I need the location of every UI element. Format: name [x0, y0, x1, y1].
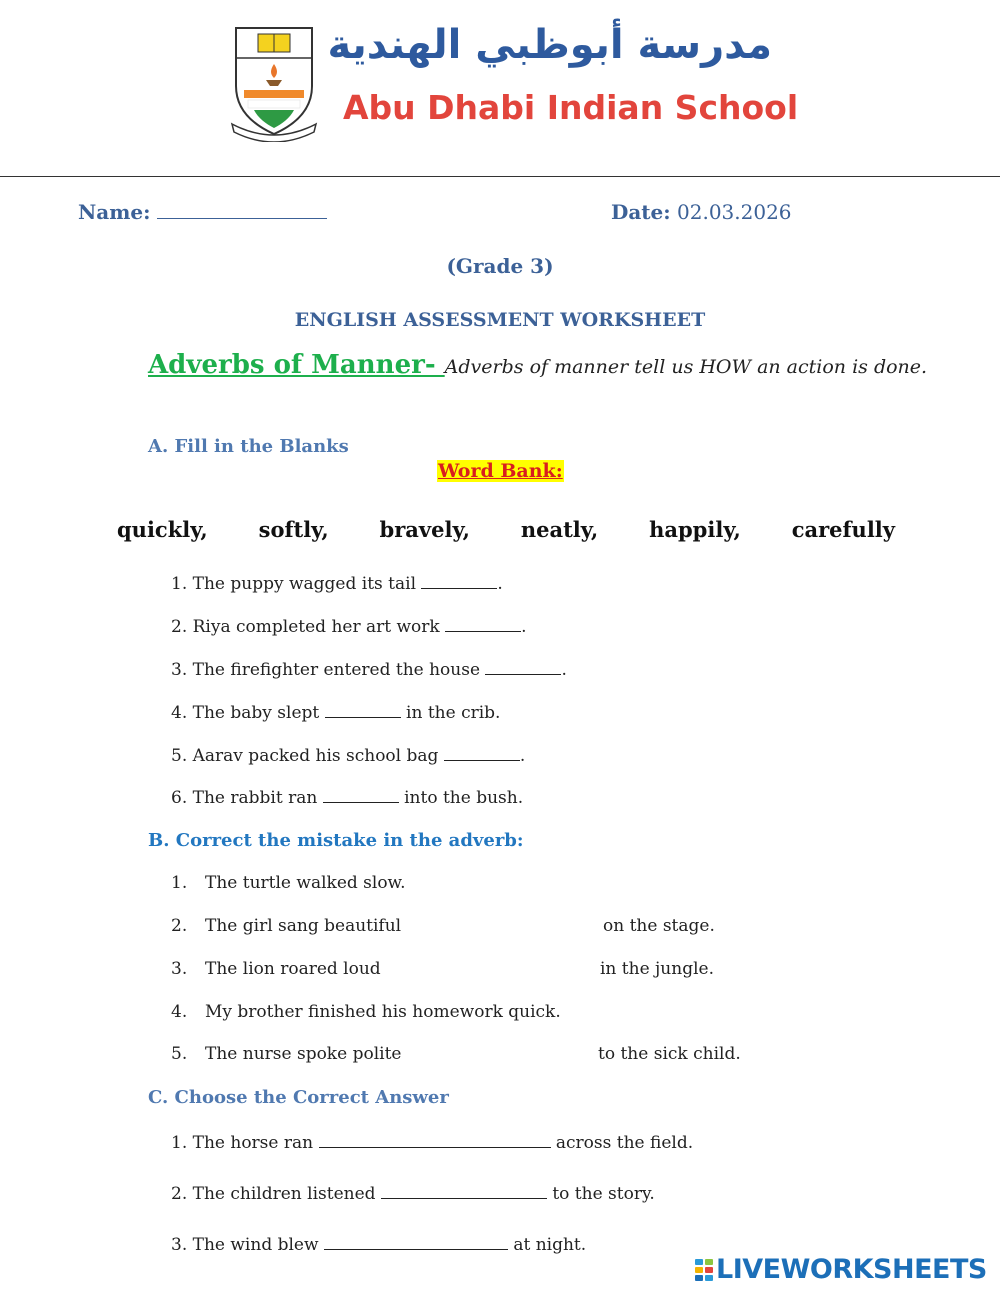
- question-a4: [171, 703, 500, 723]
- question-a1: [171, 574, 503, 594]
- date-label: Date:: [611, 200, 671, 224]
- section-c-title: C. Choose the Correct Answer: [148, 1087, 449, 1108]
- question-b5-text: The nurse spoke polite: [205, 1044, 402, 1064]
- question-text: 6. The rabbit ran: [171, 788, 323, 808]
- question-b5-number: 5.: [171, 1044, 188, 1064]
- liveworksheets-brand: LIVEWORKSHEETS: [716, 1254, 987, 1285]
- worksheet-title: ENGLISH ASSESSMENT WORKSHEET: [294, 309, 706, 331]
- answer-dropdown[interactable]: [319, 1133, 551, 1148]
- question-b2-tail: on the stage.: [603, 916, 715, 936]
- answer-dropdown[interactable]: [381, 1184, 547, 1199]
- question-text: .: [519, 746, 526, 766]
- question-text: to the story.: [546, 1184, 655, 1204]
- question-b3-tail: in the jungle.: [600, 959, 714, 979]
- question-a6: [171, 788, 523, 808]
- word-bank-item: carefully: [791, 517, 895, 542]
- question-text: in the crib.: [400, 703, 501, 723]
- question-b4-number: 4.: [171, 1002, 188, 1022]
- word-bank-item: neatly,: [520, 517, 599, 542]
- question-b3-number: 3.: [171, 959, 188, 979]
- answer-blank[interactable]: [323, 788, 399, 803]
- question-b2-number: 2.: [171, 916, 188, 936]
- topic-heading: Adverbs of Manner-: [148, 350, 445, 380]
- question-b1-number: 1.: [171, 873, 188, 893]
- answer-field[interactable]: [380, 955, 592, 979]
- name-blank[interactable]: [157, 200, 327, 219]
- question-text: across the field.: [550, 1133, 694, 1153]
- question-text: .: [521, 617, 527, 637]
- question-b3-text: The lion roared loud: [205, 959, 381, 979]
- question-b2-text: The girl sang beautiful: [205, 916, 402, 936]
- question-c3: [171, 1235, 586, 1255]
- topic-row: [148, 350, 927, 380]
- school-name-arabic: مدرسة أبوظبي الهندية: [327, 22, 772, 68]
- question-a3: [171, 660, 567, 680]
- section-a-title: A. Fill in the Blanks: [148, 436, 349, 457]
- question-c1: [171, 1133, 693, 1153]
- date-field: [611, 200, 792, 224]
- answer-field[interactable]: [395, 912, 595, 936]
- question-c2: [171, 1184, 655, 1204]
- grade-label: (Grade 3): [446, 254, 554, 278]
- question-a2: [171, 617, 527, 637]
- question-text: 1. The horse ran: [171, 1133, 319, 1153]
- question-text: 3. The wind blew: [171, 1235, 324, 1255]
- question-b1-text: The turtle walked slow.: [205, 873, 406, 893]
- question-b4-text: My brother finished his homework quick.: [205, 1002, 561, 1022]
- liveworksheets-icon: [694, 1258, 714, 1282]
- answer-blank[interactable]: [325, 703, 401, 718]
- question-text: into the bush.: [398, 788, 524, 808]
- liveworksheets-logo: [694, 1254, 987, 1285]
- date-value: 02.03.2026: [677, 200, 792, 224]
- question-b5-tail: to the sick child.: [598, 1044, 741, 1064]
- answer-blank[interactable]: [444, 746, 520, 761]
- question-text: 2. Riya completed her art work: [171, 617, 446, 637]
- name-field: [78, 200, 327, 224]
- answer-blank[interactable]: [445, 617, 521, 632]
- answer-field[interactable]: [400, 1040, 590, 1064]
- answer-blank[interactable]: [485, 660, 561, 675]
- answer-dropdown[interactable]: [324, 1235, 508, 1250]
- section-b-title: B. Correct the mistake in the adverb:: [148, 830, 524, 851]
- word-bank-item: bravely,: [379, 517, 470, 542]
- question-text: at night.: [507, 1235, 587, 1255]
- question-text: 5. Aarav packed his school bag: [171, 746, 444, 766]
- school-crest-logo: [230, 24, 318, 142]
- header-divider: [0, 176, 1000, 177]
- question-text: .: [497, 574, 503, 594]
- answer-blank[interactable]: [421, 574, 497, 589]
- question-text: 4. The baby slept: [171, 703, 325, 723]
- school-name: Abu Dhabi Indian School: [343, 88, 799, 127]
- word-bank-item: happily,: [649, 517, 741, 542]
- word-bank-item: softly,: [258, 517, 329, 542]
- topic-definition: Adverbs of manner tell us HOW an action is done.: [444, 356, 928, 378]
- question-a5: [171, 746, 525, 766]
- question-text: 2. The children listened: [171, 1184, 381, 1204]
- word-bank: [117, 517, 895, 542]
- word-bank-item: quickly,: [117, 517, 208, 542]
- word-bank-label: Word Bank:: [438, 460, 563, 482]
- question-text: 1. The puppy wagged its tail: [171, 574, 422, 594]
- question-text: .: [561, 660, 567, 680]
- question-text: 3. The firefighter entered the house: [171, 660, 486, 680]
- name-label: Name:: [78, 200, 151, 224]
